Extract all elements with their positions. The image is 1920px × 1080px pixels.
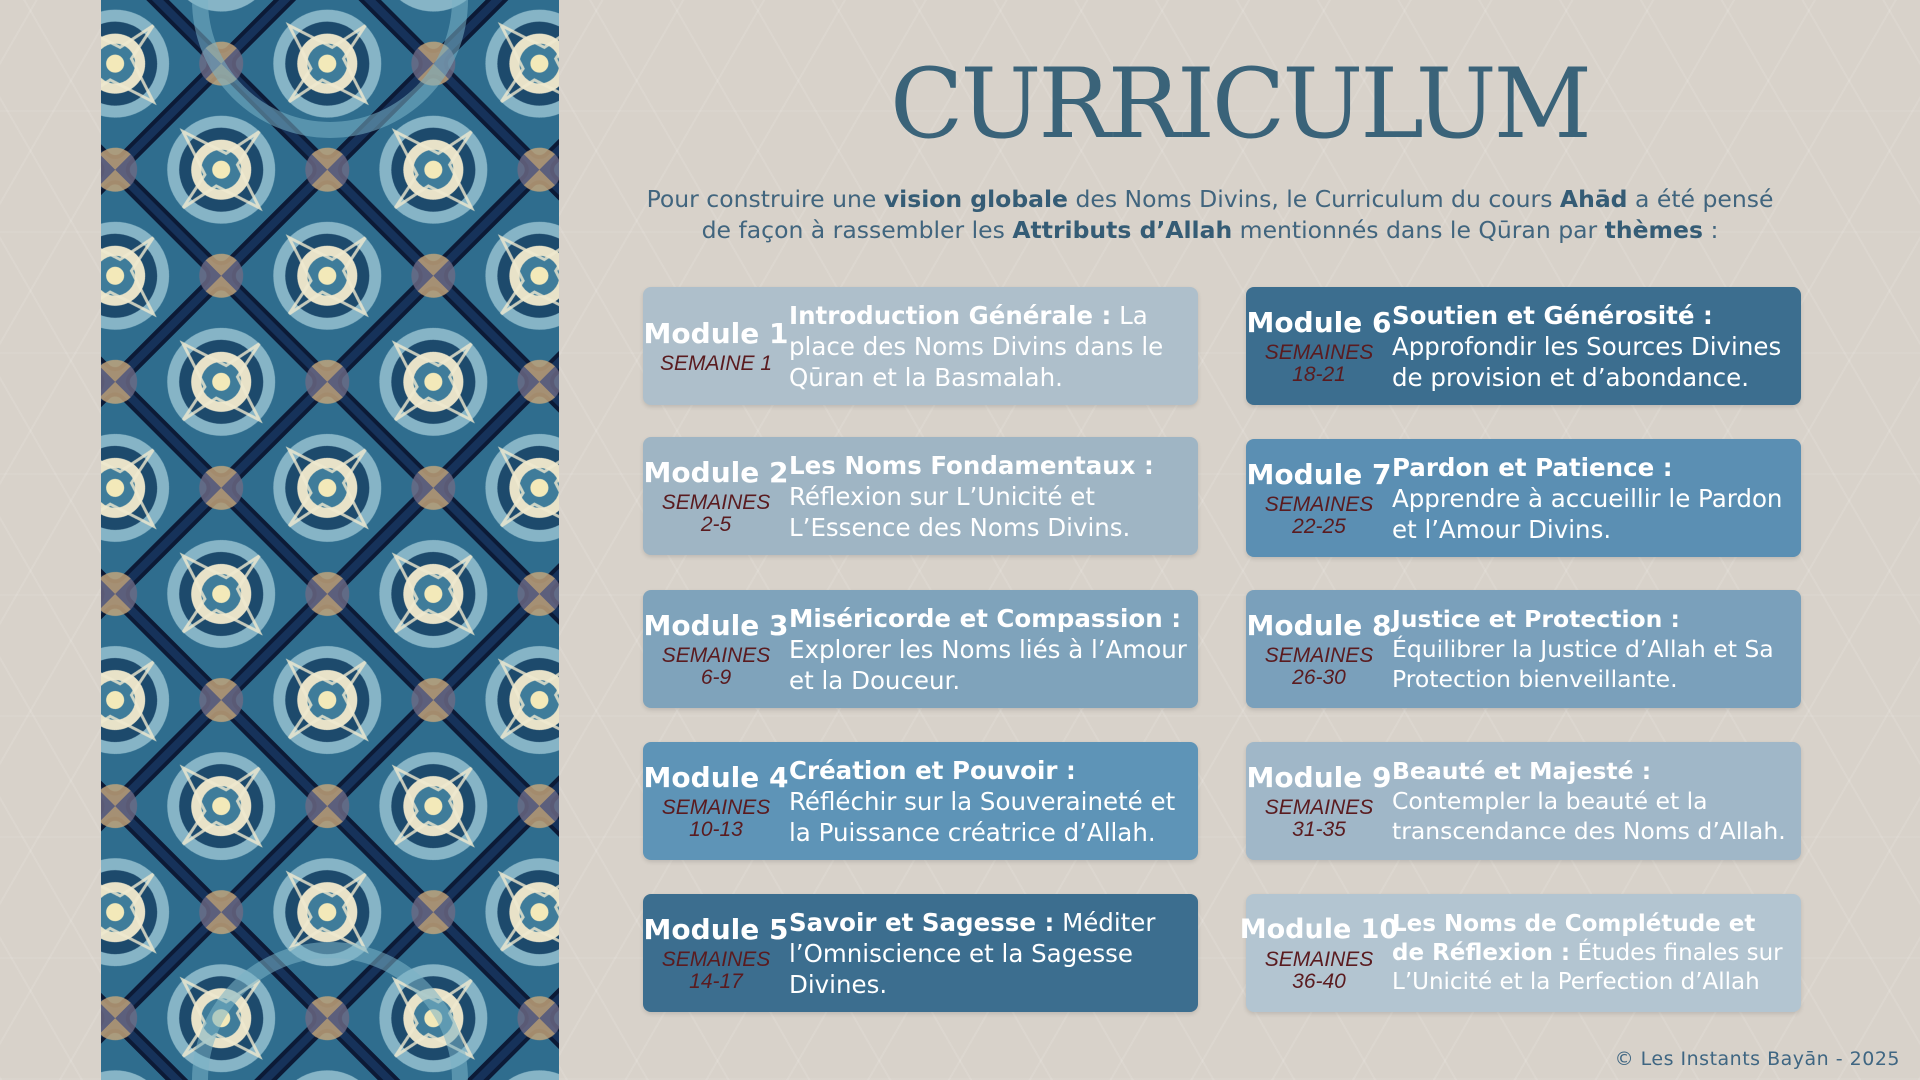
module-badge xyxy=(1239,913,1399,993)
module-detail: Contempler la beauté et la transcendance des Noms d’Allah. xyxy=(1392,787,1786,845)
module-detail: Réfléchir sur la Souveraineté et la Puissance créatrice d’Allah. xyxy=(789,786,1176,847)
module-description xyxy=(1392,300,1801,393)
module-description xyxy=(1392,756,1801,846)
module-badge xyxy=(643,609,789,689)
module-card-3 xyxy=(643,590,1198,708)
module-weeks: SEMAINES 10-13 xyxy=(661,796,771,841)
module-number: Module 4 xyxy=(643,761,789,794)
module-card-5 xyxy=(643,894,1198,1012)
module-description xyxy=(1392,910,1801,997)
module-weeks: SEMAINES 14-17 xyxy=(661,948,771,993)
module-theme: Miséricorde et Compassion : xyxy=(789,603,1182,633)
module-theme: Création et Pouvoir : xyxy=(789,755,1076,785)
module-description xyxy=(1392,604,1801,694)
module-badge xyxy=(643,317,789,375)
module-number: Module 3 xyxy=(643,609,789,642)
module-weeks: SEMAINES 22-25 xyxy=(1264,493,1374,538)
module-description xyxy=(789,450,1198,543)
module-badge xyxy=(643,761,789,841)
module-weeks: SEMAINES 18-21 xyxy=(1264,341,1374,386)
module-card-4 xyxy=(643,742,1198,860)
module-card-8 xyxy=(1246,590,1801,708)
module-theme: Justice et Protection : xyxy=(1392,605,1680,633)
intro-text: : xyxy=(1702,216,1719,244)
module-detail: Équilibrer la Justice d’Allah et Sa Protection bienveillante. xyxy=(1392,635,1774,693)
module-description xyxy=(789,300,1198,393)
module-description xyxy=(789,755,1198,848)
module-theme: Les Noms de Complétude et de Réflexion : xyxy=(1392,910,1756,966)
module-theme: Introduction Générale : xyxy=(789,300,1112,330)
module-weeks: SEMAINES 6-9 xyxy=(661,644,771,689)
intro-text: a été pensé de façon à rassembler les xyxy=(701,185,1774,244)
module-theme: Beauté et Majesté : xyxy=(1392,757,1652,785)
module-badge xyxy=(1246,609,1392,689)
module-detail: La place des Noms Divins dans le Qūran et la Basmalah. xyxy=(789,300,1164,392)
module-number: Module 6 xyxy=(1246,306,1392,339)
module-card-9 xyxy=(1246,742,1801,860)
intro-emphasis: Ahād xyxy=(1559,185,1628,213)
intro-text: des Noms Divins, le Curriculum du cours xyxy=(1068,185,1560,213)
module-theme: Les Noms Fondamentaux : xyxy=(789,450,1154,480)
module-detail: Apprendre à accueillir le Pardon et l’Amour Divins. xyxy=(1392,483,1783,544)
module-badge xyxy=(643,456,789,536)
intro-paragraph xyxy=(640,184,1780,246)
module-number: Module 5 xyxy=(643,913,789,946)
module-number: Module 9 xyxy=(1246,761,1392,794)
mosaic-tile-image xyxy=(101,0,559,1080)
module-badge xyxy=(643,913,789,993)
module-card-1 xyxy=(643,287,1198,405)
module-detail: Études finales sur L’Unicité et la Perfection d’Allah xyxy=(1392,939,1783,995)
intro-emphasis: Attributs d’Allah xyxy=(1012,216,1233,244)
intro-emphasis: thèmes xyxy=(1604,216,1703,244)
module-detail: Approfondir les Sources Divines de provision et d’abondance. xyxy=(1392,331,1782,392)
module-description xyxy=(789,907,1198,1000)
module-weeks: SEMAINES 2-5 xyxy=(661,491,771,536)
page-title: CURRICULUM xyxy=(890,48,1589,160)
module-theme: Savoir et Sagesse : xyxy=(789,907,1055,937)
module-weeks: SEMAINES 36-40 xyxy=(1264,948,1374,993)
module-number: Module 8 xyxy=(1246,609,1392,642)
module-number: Module 2 xyxy=(643,456,789,489)
module-card-6 xyxy=(1246,287,1801,405)
module-card-7 xyxy=(1246,439,1801,557)
module-badge xyxy=(1246,761,1392,841)
module-card-10 xyxy=(1239,894,1801,1012)
module-weeks: SEMAINES 31-35 xyxy=(1264,796,1374,841)
module-theme: Soutien et Générosité : xyxy=(1392,300,1713,330)
module-badge xyxy=(1246,458,1392,538)
module-description xyxy=(789,603,1198,696)
module-weeks: SEMAINES 26-30 xyxy=(1264,644,1374,689)
intro-text: mentionnés dans le Qūran par xyxy=(1232,216,1605,244)
mosaic-pattern xyxy=(101,0,559,1080)
module-card-2 xyxy=(643,437,1198,555)
module-number: Module 7 xyxy=(1246,458,1392,491)
copyright-footer: © Les Instants Bayān - 2025 xyxy=(1614,1048,1900,1070)
module-weeks: SEMAINE 1 xyxy=(659,352,773,375)
module-detail: Explorer les Noms liés à l’Amour et la Douceur. xyxy=(789,634,1187,695)
module-badge xyxy=(1246,306,1392,386)
module-description xyxy=(1392,452,1801,545)
module-detail: Réflexion sur L’Unicité et L’Essence des Noms Divins. xyxy=(789,481,1131,542)
module-number: Module 10 xyxy=(1239,914,1399,945)
module-number: Module 1 xyxy=(643,317,789,350)
module-theme: Pardon et Patience : xyxy=(1392,452,1673,482)
intro-emphasis: vision globale xyxy=(883,185,1068,213)
module-detail: Méditer l’Omniscience et la Sagesse Divines. xyxy=(789,907,1156,999)
intro-text: Pour construire une xyxy=(646,185,884,213)
